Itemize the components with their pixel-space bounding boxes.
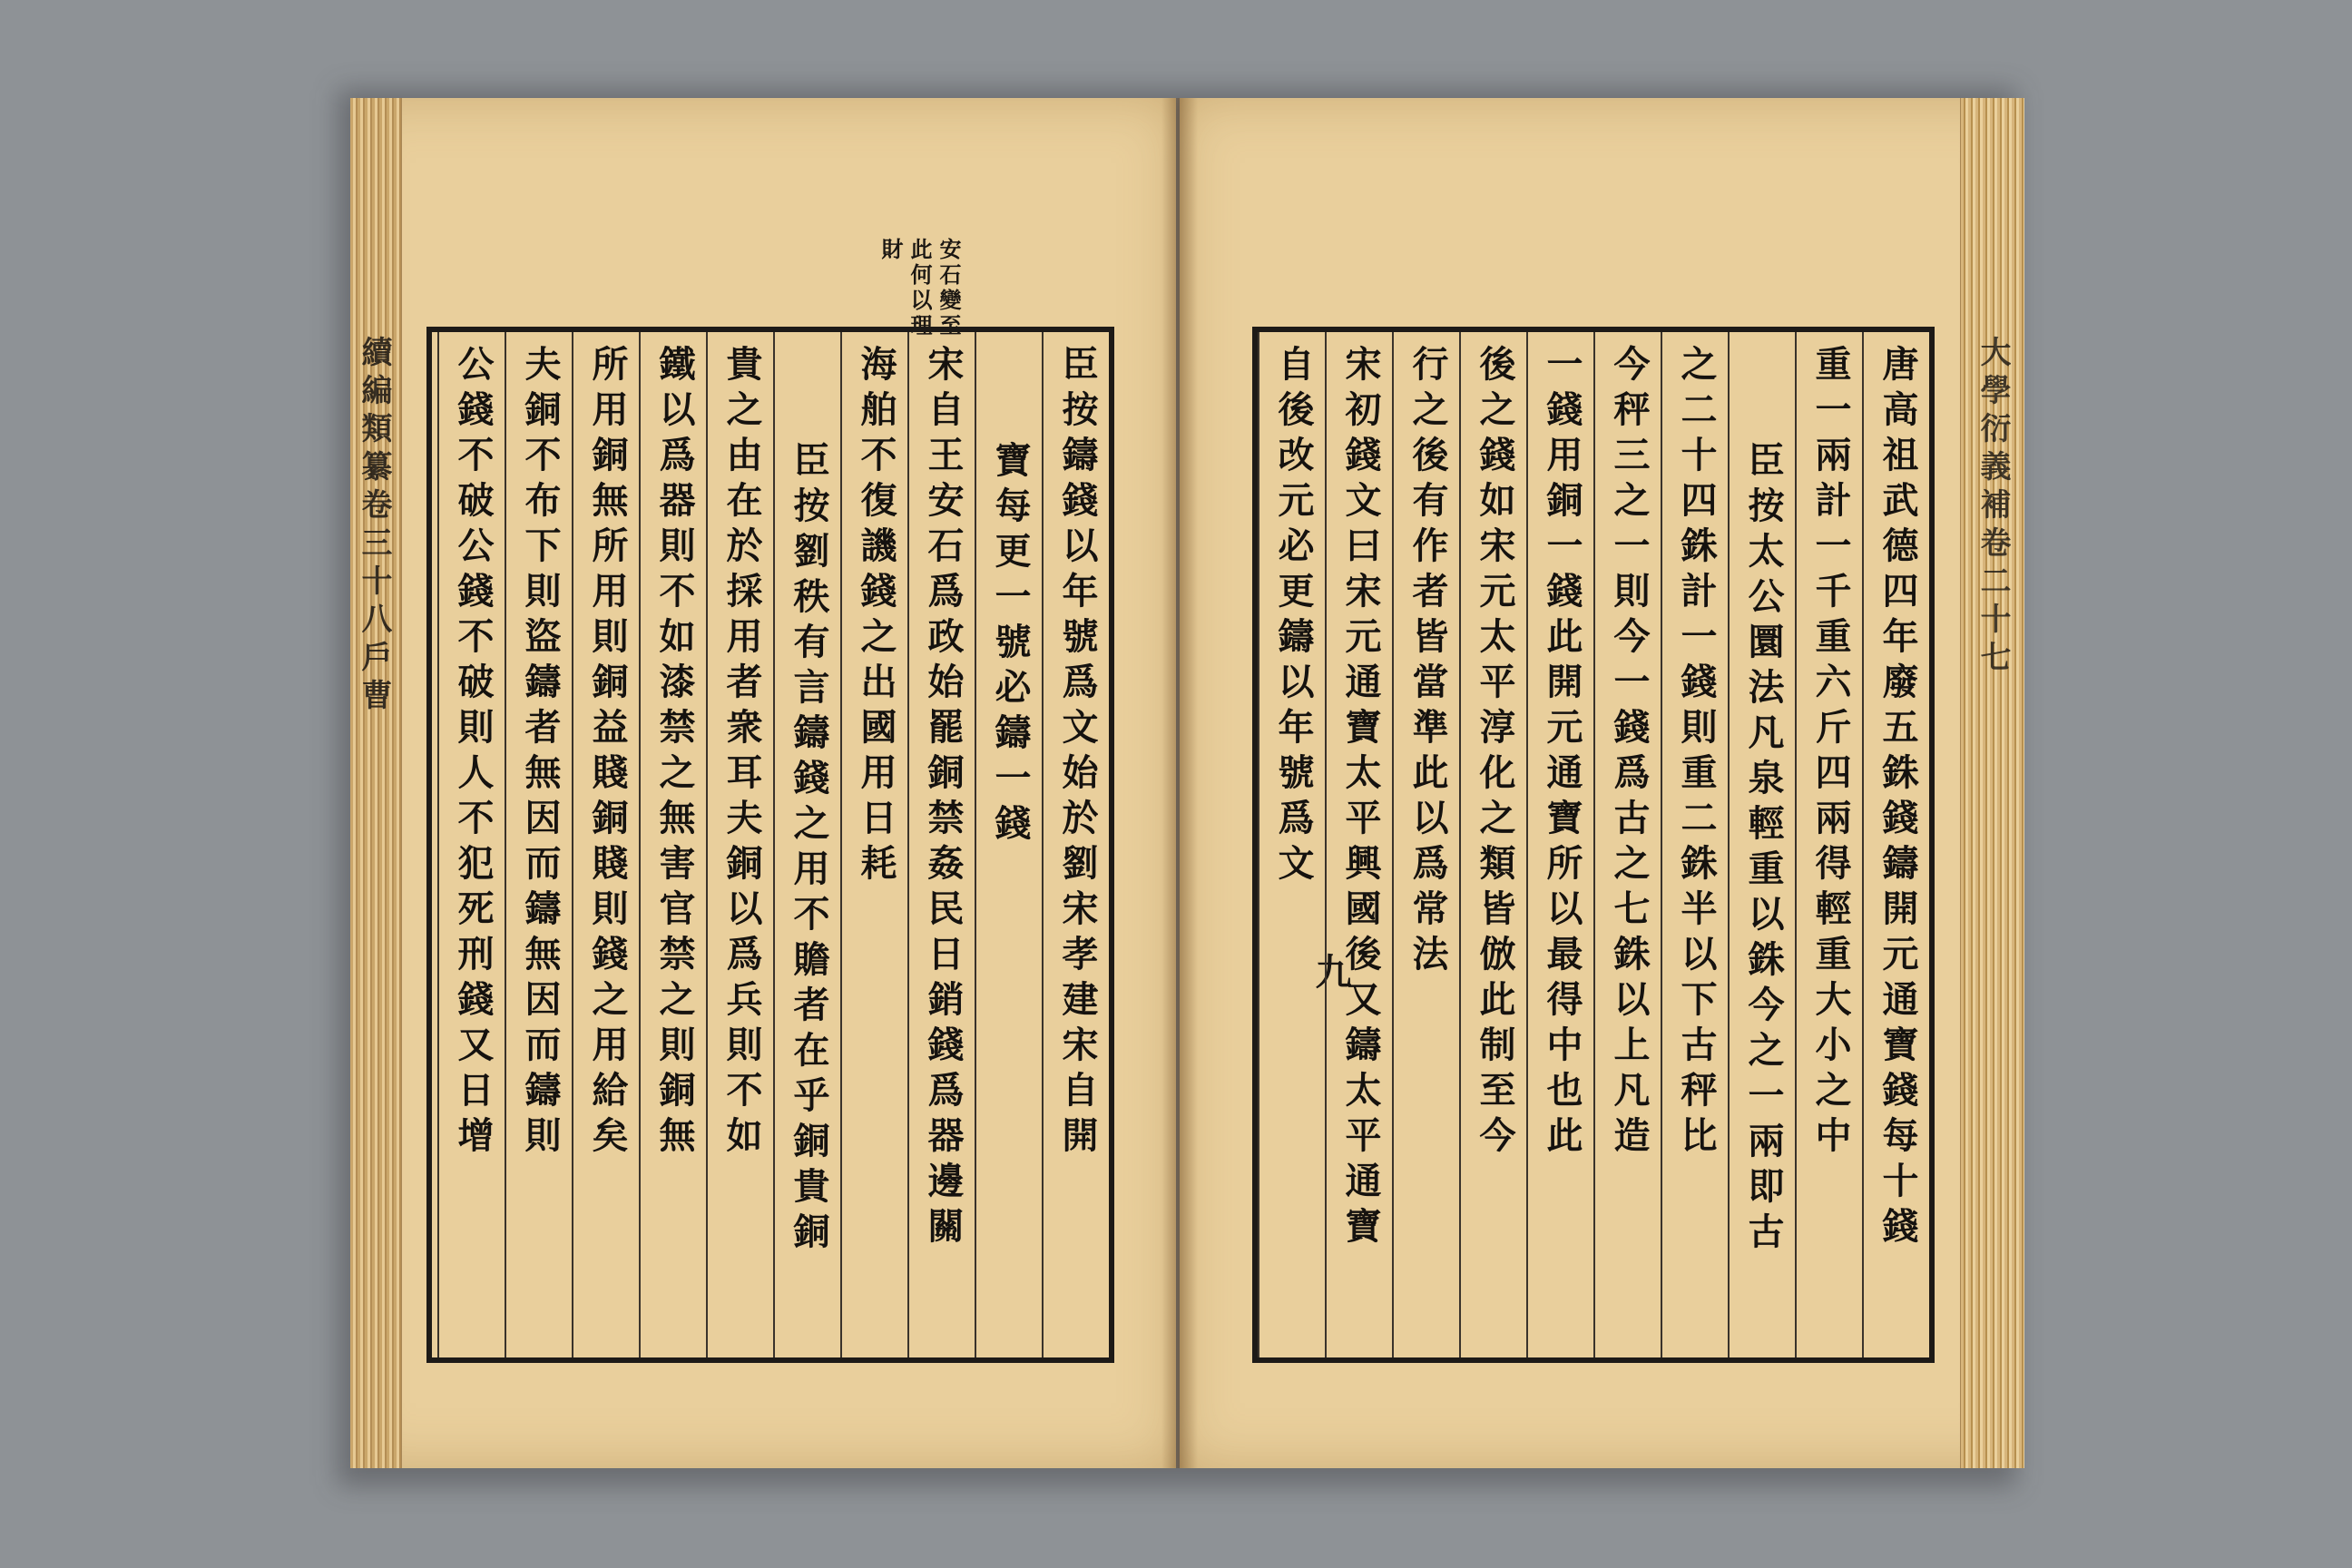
text-column — [975, 332, 1042, 1357]
left-page-number: 九 — [1309, 953, 1352, 989]
text-column — [1661, 332, 1728, 1357]
text-column — [1526, 332, 1593, 1357]
text-column — [639, 332, 706, 1357]
text-column — [706, 332, 773, 1357]
text-column — [505, 332, 572, 1357]
column-text: 唐高祖武德四年廢五銖錢鑄開元通寶錢每十錢 — [1877, 345, 1919, 1252]
column-text: 貴之由在於採用者衆耳夫銅以爲兵則不如 — [720, 345, 763, 1161]
text-column — [840, 332, 907, 1357]
column-text: 今秤三之一則今一錢爲古之七銖以上凡造 — [1608, 345, 1651, 1161]
column-text: 公錢不破公錢不破則人不犯死刑錢又日增 — [452, 345, 495, 1161]
margin-note-line-3: 財 — [877, 238, 904, 263]
right-page-edge — [1960, 98, 2024, 1468]
text-column — [437, 332, 505, 1357]
text-column — [773, 332, 840, 1357]
right-columns — [1258, 332, 1929, 1357]
column-text: 臣按太公圜法凡泉輕重以銖今之一兩即古 — [1742, 441, 1785, 1258]
column-text: 鐵以爲器則不如漆禁之無害官禁之則銅無 — [653, 345, 696, 1161]
text-column — [1459, 332, 1526, 1357]
left-page-edge — [350, 98, 402, 1468]
text-column — [1795, 332, 1862, 1357]
text-column — [1728, 332, 1795, 1357]
column-text: 自後改元必更鑄以年號爲文 — [1272, 345, 1315, 889]
text-column — [1042, 332, 1109, 1357]
column-text: 寶每更一號必鑄一錢 — [989, 441, 1032, 849]
margin-note-line-2: 此何以理 — [906, 238, 933, 339]
column-text: 行之後有作者皆當準此以爲常法 — [1406, 345, 1449, 980]
left-fold-label: 續編類纂卷三十八戶曹 — [356, 336, 392, 717]
column-text: 海舶不復譏錢之出國用日耗 — [855, 345, 897, 889]
column-text: 重一兩計一千重六斤四兩得輕重大小之中 — [1809, 345, 1852, 1161]
column-text: 一錢用銅一錢此開元通寶所以最得中也此 — [1541, 345, 1583, 1161]
column-text: 宋自王安石爲政始罷銅禁姦民日銷錢爲器邊關 — [922, 345, 965, 1252]
margin-note-line-1: 安石變至 — [936, 238, 962, 339]
text-column — [1392, 332, 1459, 1357]
text-column — [1258, 332, 1325, 1357]
left-columns — [437, 332, 1109, 1357]
text-column — [1593, 332, 1661, 1357]
column-text: 宋初錢文曰宋元通寶太平興國後又鑄太平通寶 — [1339, 345, 1382, 1252]
column-text: 之二十四銖計一錢則重二銖半以下古秤比 — [1675, 345, 1718, 1161]
book-gutter — [1161, 98, 1198, 1468]
text-column — [1862, 332, 1929, 1357]
column-text: 臣按鑄錢以年號爲文始於劉宋孝建宋自開 — [1056, 345, 1099, 1161]
text-column — [907, 332, 975, 1357]
column-text: 所用銅無所用則銅益賤銅賤則錢之用給矣 — [586, 345, 629, 1161]
column-text: 後之錢如宋元太平淳化之類皆倣此制至今 — [1474, 345, 1516, 1161]
column-text: 臣按劉秩有言鑄錢之用不贍者在乎銅貴銅 — [788, 441, 830, 1258]
right-text-frame — [1252, 327, 1935, 1363]
left-text-frame — [426, 327, 1114, 1363]
right-fold-label: 大學衍義補卷二十七 — [1975, 336, 2011, 679]
text-column — [572, 332, 639, 1357]
column-text: 夫銅不布下則盜鑄者無因而鑄無因而鑄則 — [519, 345, 562, 1161]
text-column — [1325, 332, 1392, 1357]
